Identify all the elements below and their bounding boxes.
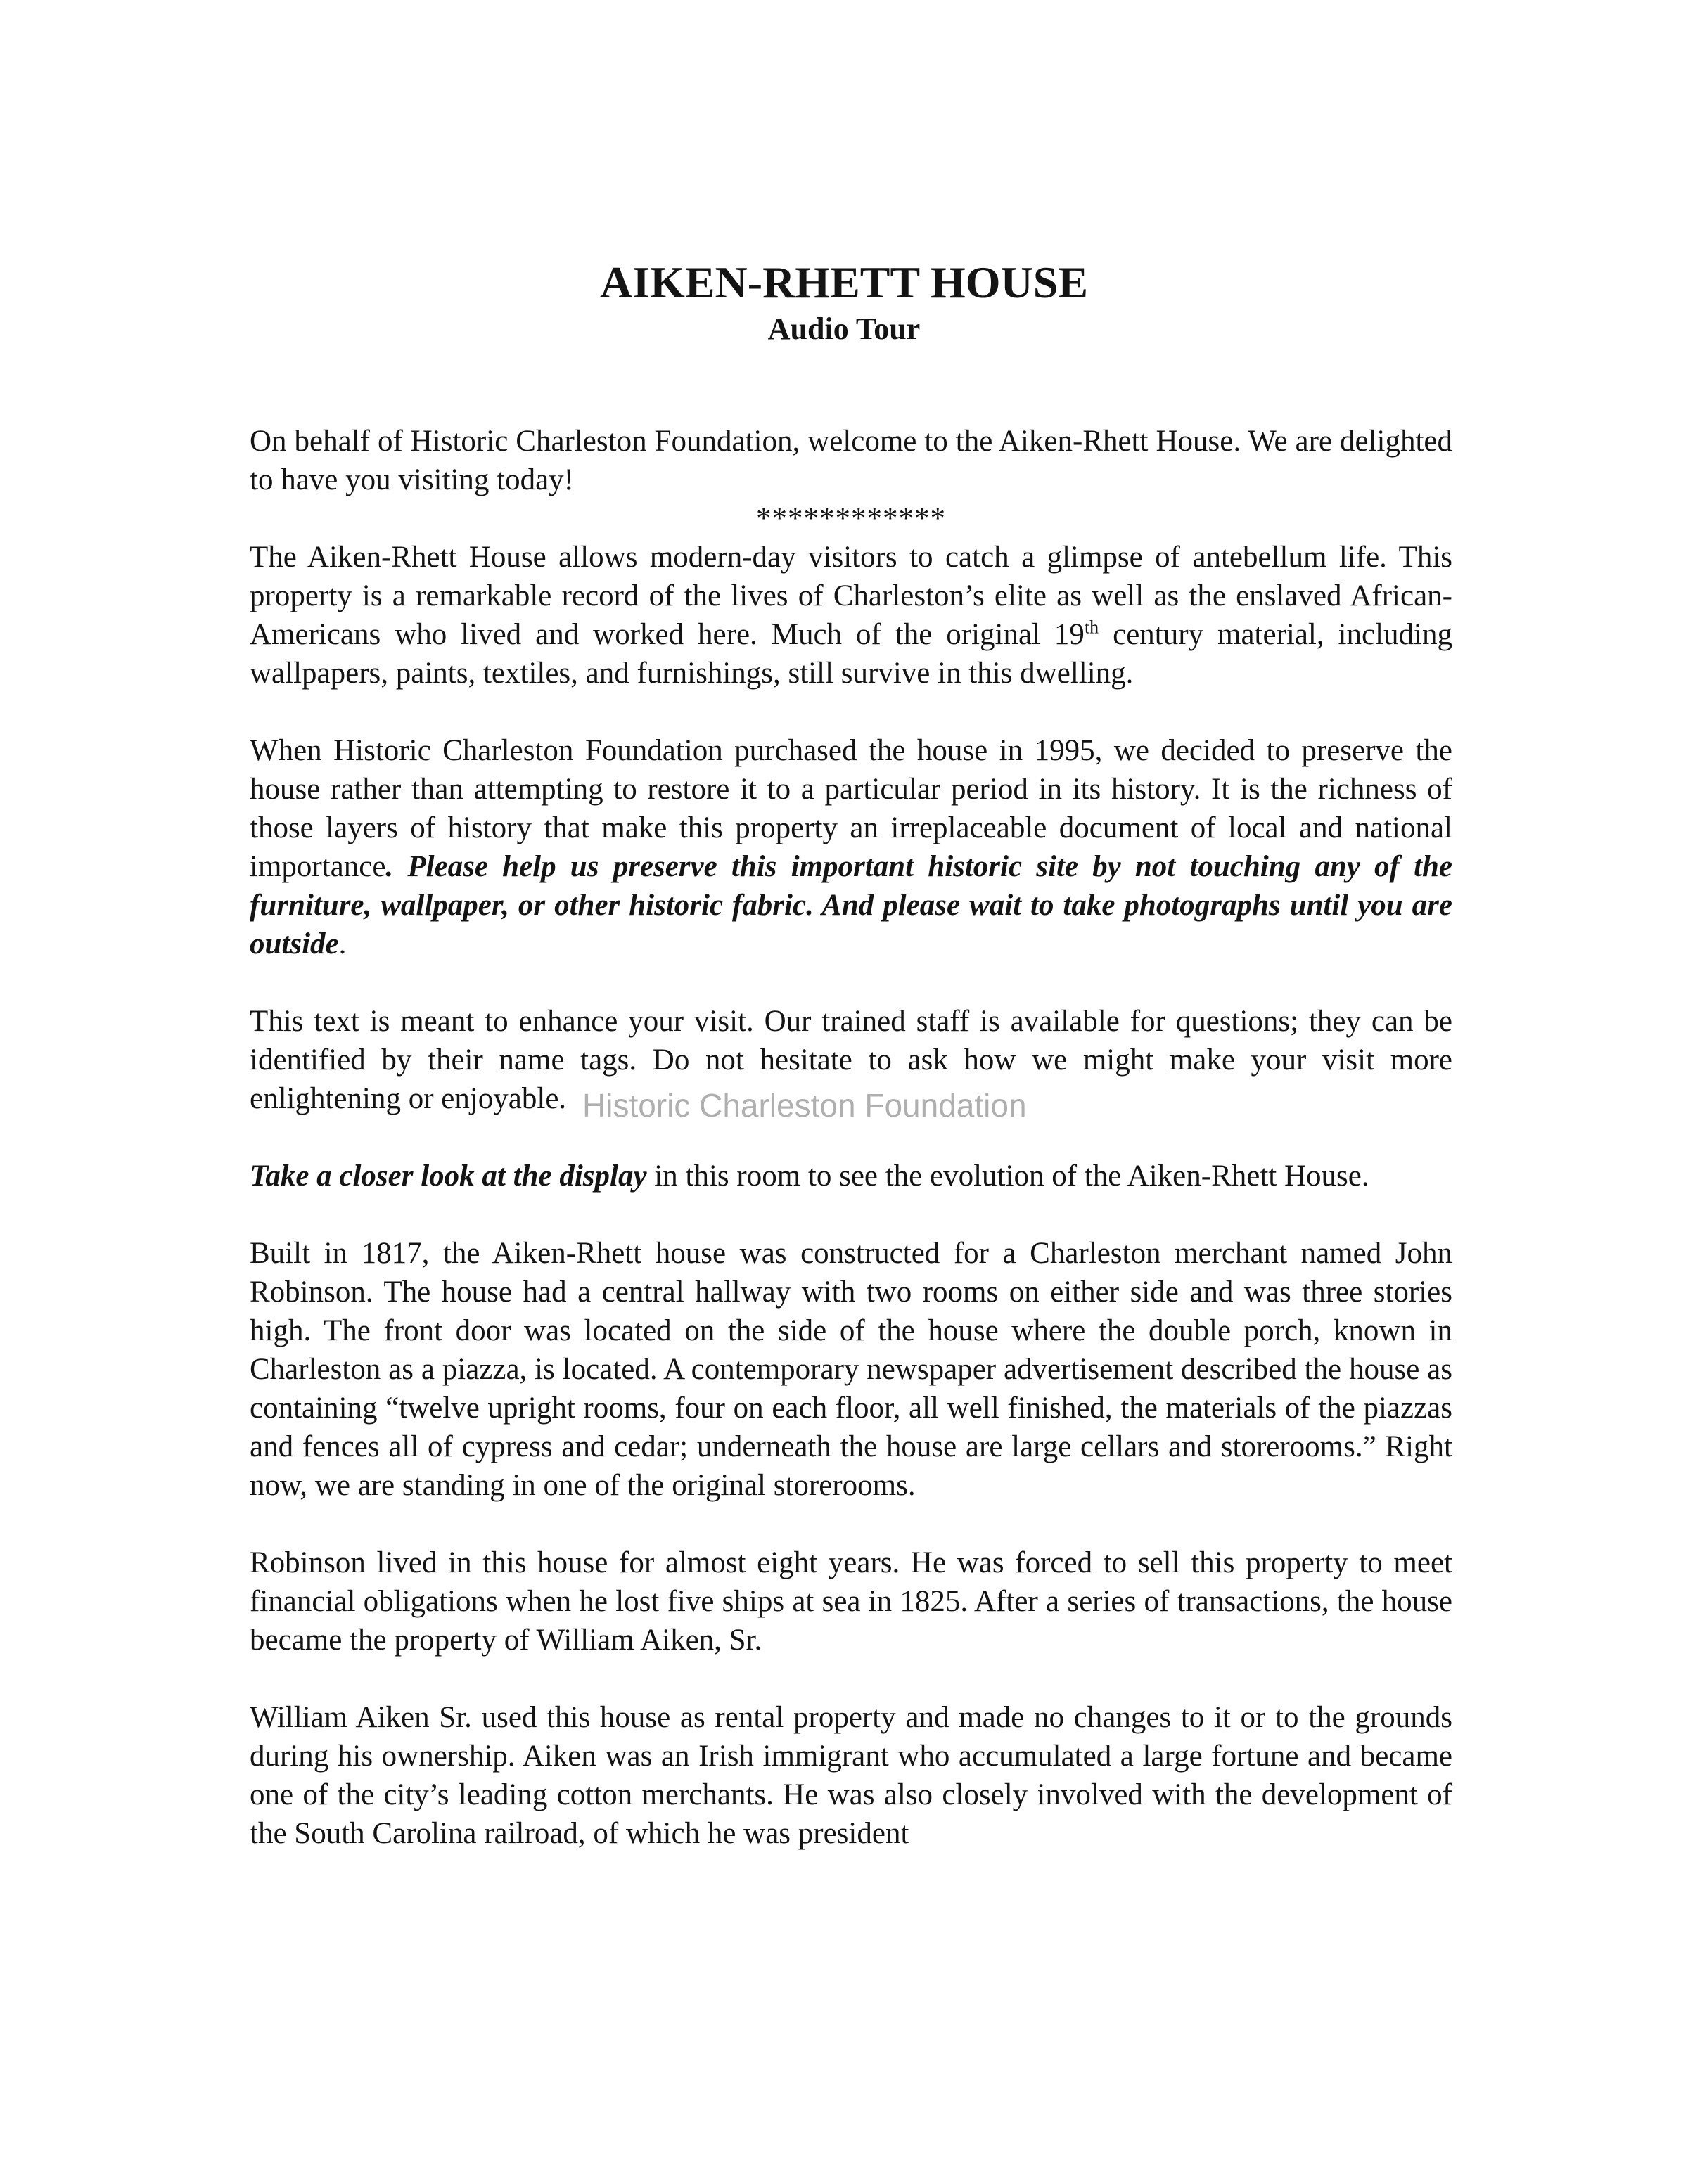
purchase-paragraph bbox=[250, 731, 1452, 963]
built-paragraph: Built in 1817, the Aiken-Rhett house was constructed for a Charleston merchant named John Robinson. The house had a central hallway with two rooms on either side and was three stories high. The front door was located on the side of the house where the double porch, known in Charleston as a piazza, is located. A contemporary newspaper advertisement described the house as containing “twelve upright rooms, four on each floor, all well finished, the materials of the piazzas and fences all of cypress and cedar; underneath the house are large cellars and storerooms.” Right now, we are standing in one of the original storerooms. bbox=[250, 1237, 1452, 1502]
preservation-request: . Please help us preserve this important historic site by not touching any of the furniture, wallpaper, or other historic fabric. And please wait to take photographs until you are outside bbox=[250, 850, 1452, 961]
watermark: Historic Charleston Foundation bbox=[582, 1087, 1027, 1124]
separator-stars: ************ bbox=[756, 502, 946, 535]
document-body bbox=[250, 422, 1452, 1891]
purchase-text: When Historic Charleston Foundation purchased the house in 1995, we decided to preserve the house rather than attempting to restore it to a particular period in its history. It is the richness of those layers of history that make this property an irreplaceable document of local and national importance bbox=[250, 734, 1452, 883]
staff-paragraph: This text is meant to enhance your visit. Our trained staff is available for questions; they can be identified by their name tags. Do not hesitate to ask how we might make your visit more enlightening or enjoyable. bbox=[250, 1005, 1452, 1115]
display-emphasis: Take a closer look at the display bbox=[250, 1160, 647, 1193]
purchase-end: . bbox=[338, 927, 347, 961]
intro-paragraph bbox=[250, 538, 1452, 693]
document-subtitle: Audio Tour bbox=[767, 311, 921, 346]
display-text: in this room to see the evolution of the Aiken-Rhett House. bbox=[646, 1160, 1369, 1193]
display-paragraph bbox=[250, 1157, 1452, 1195]
welcome-paragraph: On behalf of Historic Charleston Foundation, welcome to the Aiken-Rhett House. We are delighted to have you visiting today! bbox=[250, 425, 1452, 496]
document-title: AIKEN-RHETT HOUSE bbox=[599, 257, 1089, 307]
robinson-paragraph: Robinson lived in this house for almost eight years. He was forced to sell this property to meet financial obligations when he lost five ships at sea in 1825. After a series of transactions, the house became the property of William Aiken, Sr. bbox=[250, 1546, 1452, 1657]
intro-superscript: th bbox=[1084, 617, 1099, 638]
aiken-paragraph: William Aiken Sr. used this house as rental property and made no changes to it or to the grounds during his ownership. Aiken was an Irish immigrant who accumulated a large fortune and became one of the city’s leading cotton merchants. He was also closely involved with the development of the South Carolina railroad, of which he was president bbox=[250, 1701, 1452, 1850]
intro-text: The Aiken-Rhett House allows modern-day visitors to catch a glimpse of antebellum life. This property is a remarkable record of the lives of Charleston’s elite as well as the enslaved African-Americans who lived and worked here. Much of the original 19 bbox=[250, 541, 1452, 651]
intro-text-continued: century material, including wallpapers, paints, textiles, and furnishings, still survive in this dwelling. bbox=[250, 618, 1452, 690]
